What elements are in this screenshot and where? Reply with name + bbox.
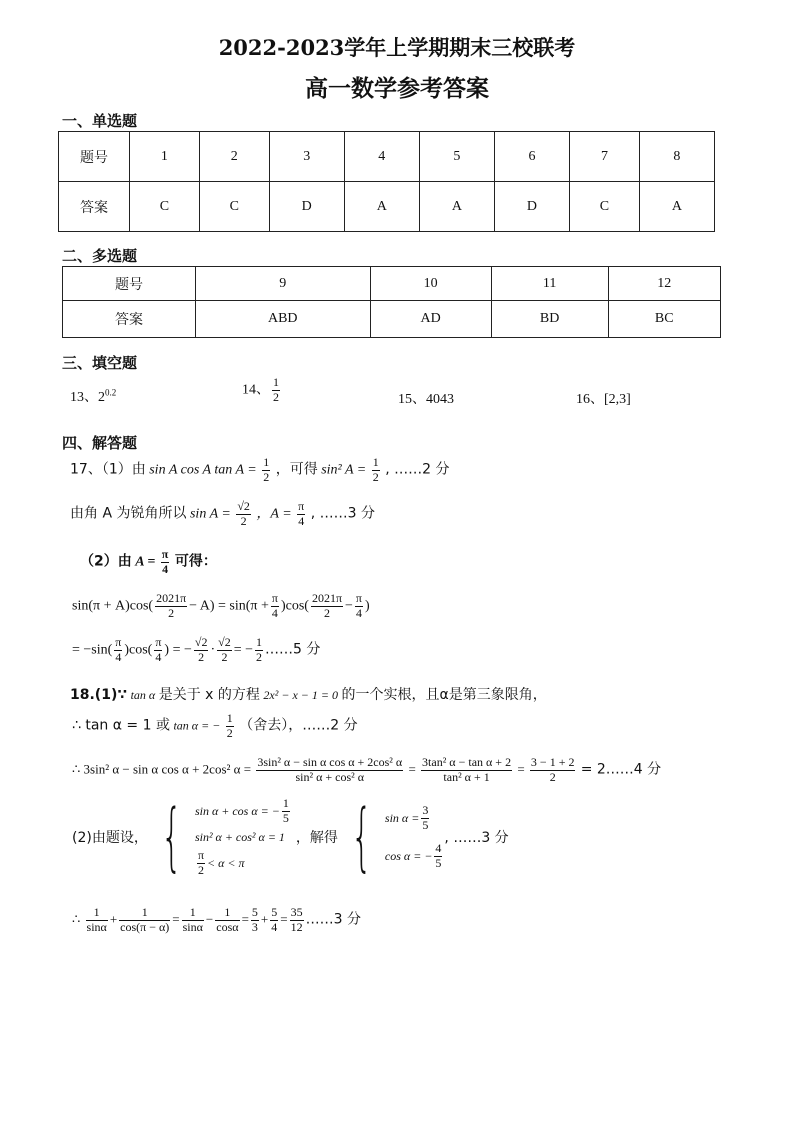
frac-den: 2 [256,649,263,664]
frac-den: 2 [323,605,330,620]
table-cell: D [494,182,569,232]
frac-num: 1 [282,795,289,810]
q17-l4-f: ) [364,598,370,614]
q17-p1-mid: ，可得 [275,461,318,478]
q17-p1-prefix: 17、（1）由 [70,461,146,478]
answer-14 [242,376,282,405]
q17-l5-b: )cos( [124,642,153,658]
q17-l5-d: · [210,642,216,658]
q18-l1-prefix: 18.(1)∵ [70,687,128,703]
frac-num: π [197,847,204,862]
q16-label: 16、 [576,392,604,407]
table-cell: 10 [370,267,491,301]
q13-base: 2 [98,390,105,405]
q17-l5-score: ……5 分 [265,641,321,658]
q17-l5-c: ) = − [164,642,192,658]
q17-l5-a: = −sin( [72,642,113,658]
frac-num: π [115,635,122,649]
table-cell: 1 [130,132,200,182]
q18-line2 [72,712,358,741]
q18-l5-score: ……3 分 [305,911,361,928]
q13-exponent: 0.2 [105,387,117,398]
therefore: ∴ [72,911,81,927]
answer-15 [398,388,454,408]
table-cell: AD [370,301,491,338]
q18-l3-prefix: ∴ 3sin² α − sin α cos α + 2cos² α = [72,761,252,777]
table-cell: 2 [199,132,269,182]
equals: = [517,761,525,777]
q17-l4-d: )cos( [280,598,309,614]
q14-numerator: 1 [273,375,279,389]
q17-l4-e: − [345,598,353,614]
q17-p3-prefix: （2）由 [80,553,132,570]
plus: + [109,911,118,927]
equation-system-given [194,795,292,877]
table-cell: BC [608,301,720,338]
table-cell: 5 [419,132,494,182]
q18-l4-mid: ，解得 [295,830,338,846]
q17-p2-a: ，A = [256,506,292,522]
q17-p2-prefix: 由角 A 为锐角所以 [70,505,187,522]
q17-p3-expr: A = [135,554,156,570]
q17-p1-score: , ……2 分 [385,461,450,478]
frac-den: 2 [263,469,270,484]
q17-part2-line2 [72,636,320,665]
q18-l4-prefix: (2)由题设， [72,830,148,846]
q17-p2-score: , ……3 分 [310,505,375,522]
frac-den: sin² α + cos² α [295,769,365,784]
q17-part1-line2 [70,500,375,529]
frac-den: 12 [290,919,303,934]
frac-den: 5 [282,810,289,825]
q18-line5 [72,906,361,935]
sys1-line3: < α < π [207,855,245,870]
frac-num: 1 [226,711,233,725]
plus: + [260,911,269,927]
frac-den: sinα [182,919,203,934]
table-cell: BD [491,301,608,338]
q18-line3 [72,756,661,785]
section-heading-multi-choice: 二、多选题 [62,247,138,265]
frac-num: 3tan² α − tan α + 2 [422,755,512,769]
frac-den: 5 [435,855,442,870]
frac-num: 2021π [156,591,187,605]
frac-den: 4 [115,649,122,664]
answer-16 [576,388,631,408]
frac-den: tan² α + 1 [443,769,490,784]
frac-num: 1 [215,906,239,921]
frac-den: cosα [216,919,239,934]
frac-num: 4 [435,840,442,855]
frac-den: 4 [355,605,362,620]
frac-num: 3 [422,802,429,817]
q18-l2-expr: tan α = − [173,718,221,733]
q17-l4-a: sin(π + A)cos( [72,598,154,614]
q18-l2-prefix: ∴ tan α = 1 或 [72,717,170,734]
table-cell: D [269,182,344,232]
sys2-line2: cos α = − [384,848,433,863]
frac-num: 1 [256,635,263,649]
q17-p1-expr2: sin² A = [321,462,367,478]
sys1-line2: sin² α + cos² α = 1 [194,829,285,844]
q18-l4-score: , ……3 分 [444,830,509,846]
frac-num: √2 [237,499,250,513]
frac-den: 2 [168,605,175,620]
q17-l5-e: = − [233,642,254,658]
frac-num: √2 [194,635,208,649]
frac-den: 2 [221,649,228,664]
frac-den: sinα [86,919,107,934]
table-cell: C [130,182,200,232]
q14-denominator: 2 [273,389,279,404]
q18-l1-suffix: 的一个实根，且α是第三象限角， [341,687,547,703]
q17-part1 [70,456,450,485]
frac-num: 1 [119,906,170,921]
table-cell: C [570,182,640,232]
row-label-answer: 答案 [59,182,130,232]
frac-num: 5 [251,905,258,919]
equals: = [172,911,180,927]
frac-num: 3sin² α − sin α cos α + 2cos² α [257,755,403,769]
q17-part2-intro [80,548,217,577]
frac-den: 2 [549,769,556,784]
q13-label: 13、 [70,390,98,405]
row-label-answer: 答案 [63,301,196,338]
frac-den: 2 [372,469,379,484]
equation-system-solution [385,799,445,875]
section-heading-solutions: 四、解答题 [62,434,138,452]
frac-num: 1 [86,906,108,921]
frac-num: 1 [372,455,379,469]
frac-den: 4 [298,513,305,528]
table-cell: A [344,182,419,232]
q18-line1 [70,684,547,704]
table-cell: 3 [269,132,344,182]
section-heading-fill-blank: 三、填空题 [62,354,138,372]
frac-num: √2 [218,635,231,649]
frac-num: π [271,591,278,605]
single-choice-table [58,131,715,232]
left-brace: { [350,794,372,880]
table-cell: 11 [491,267,608,301]
table-cell: 6 [494,132,569,182]
minus: − [205,911,214,927]
page-subtitle: 高一数学参考答案 [305,75,489,102]
table-cell: A [639,182,714,232]
frac-den: 3 [251,919,258,934]
sys1-line1: sin α + cos α = − [194,803,280,818]
frac-den: 4 [155,649,162,664]
equals: = [408,761,416,777]
frac-num: π [355,591,362,605]
frac-den: 2 [226,725,233,740]
q18-line4 [72,794,509,880]
table-cell: ABD [196,301,371,338]
frac-num: 2021π [311,591,343,605]
q18-l2-suffix: （舍去），……2 分 [239,717,358,734]
q18-l1-expr: tan α [130,688,156,702]
frac-den: 5 [422,817,429,832]
frac-den: 2 [240,513,247,528]
row-label-number: 题号 [63,267,196,301]
equals: = [280,911,288,927]
q18-l1-eq: 2x² − x − 1 = 0 [263,688,338,702]
equals: = [241,911,249,927]
table-cell: A [419,182,494,232]
frac-den: 2 [198,649,205,664]
frac-num: 1 [263,455,270,469]
table-cell: 12 [608,267,720,301]
q15-value: 4043 [426,392,454,407]
q17-p2-expr: sin A = [189,506,231,522]
section-heading-single-choice: 一、单选题 [62,112,138,130]
frac-num: 1 [182,906,204,921]
q16-value: [2,3] [604,392,631,407]
frac-den: 4 [271,919,278,934]
q17-part2-line1 [72,592,370,621]
frac-num: 5 [271,905,278,919]
frac-num: π [161,547,169,561]
row-label-number: 题号 [59,132,130,182]
table-cell: 4 [344,132,419,182]
table-cell: C [199,182,269,232]
table-cell: 7 [570,132,640,182]
q15-label: 15、 [398,392,426,407]
q17-p3-suffix: 可得： [174,553,217,570]
sys2-line1: sin α = [384,810,420,825]
q17-p1-expr: sin A cos A tan A = [149,462,257,478]
q18-l3-score: = 2……4 分 [580,761,662,778]
frac-den: cos(π − α) [120,919,170,934]
answer-13 [70,386,116,406]
page-title: 2022-2023学年上学期期末三校联考 [218,35,576,60]
frac-num: 3 − 1 + 2 [530,755,575,769]
frac-num: π [155,635,162,649]
frac-num: 35 [290,905,303,919]
frac-num: π [298,499,305,513]
table-cell: 9 [196,267,371,301]
frac-den: 2 [197,862,204,877]
table-cell: 8 [639,132,714,182]
left-brace: { [160,794,182,880]
multi-choice-table [62,266,721,338]
frac-den: 4 [271,605,278,620]
frac-den: 4 [162,561,169,576]
q18-l1-mid: 是关于 x 的方程 [158,687,260,703]
q17-l4-c: − A) = sin(π + [189,598,269,614]
q14-label: 14、 [242,382,270,398]
